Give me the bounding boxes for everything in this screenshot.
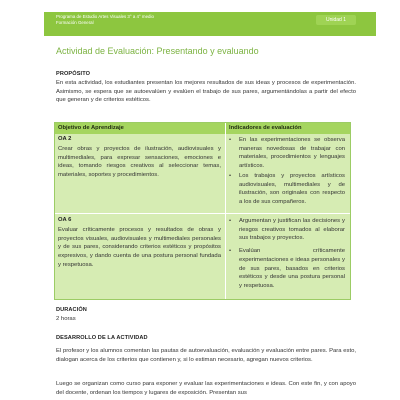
oa6-indicators (229, 217, 345, 292)
header-program-line2: Formación General (56, 20, 94, 25)
oa2-indicator-2: Los trabajos y proyectos artísticos audiovisuales, multimediales y de ilustración, son originales con respecto a los de sus compañeros. (239, 172, 345, 205)
duracion-text: 2 horas (56, 316, 76, 322)
list-item: • Los trabajos y proyectos artísticos audiovisuales, multimediales y de ilustración, son originales con respecto a los de sus compañeros. (229, 172, 345, 205)
oa2-text: Crear obras y proyectos de ilustración, audiovisuales y multimediales, para expresar sensaciones, emociones e ideas, tomando riesgos creativos al seleccionar temas, materiales, soportes y procedimientos. (58, 146, 221, 179)
table-row-divider (55, 213, 350, 214)
desarrollo-paragraph-2: Luego se organizan como curso para exponer y evaluar las experimentaciones e ideas. Con este fin, y con apoyo del docente, ordenan los tiempos y lugares de exposición. Presentan sus (56, 381, 356, 396)
table-column-divider (225, 123, 226, 299)
evaluation-table (54, 122, 351, 300)
oa6-text: Evaluar críticamente procesos y resultados de obras y proyectos visuales, audiovisuales y multimediales personales y de sus pares, considerando criterios estéticos y propósitos expresivos, y dando cuenta de una postura personal fundada y respetuosa. (58, 227, 221, 268)
oa6-code: OA 6 (58, 217, 72, 223)
oa6-indicator-2: Evalúan críticamente experimentaciones e ideas personales y de sus pares, basados en criterios estéticos y desde una postura personal y respetuosa. (239, 248, 345, 289)
duracion-heading: DURACIÓN (56, 307, 87, 313)
oa6-indicator-1: Argumentan y justifican las decisiones y riesgos creativos tomados al elaborar sus trabajos y proyectos. (239, 218, 345, 242)
header-program (56, 14, 154, 26)
list-item: • En las experimentaciones se observa maneras novedosas de trabajar con materiales, procedimientos y lenguajes artísticos. (229, 137, 345, 170)
page-header (0, 0, 400, 44)
oa2-indicator-1: En las experimentaciones se observa maneras novedosas de trabajar con materiales, procedimientos y lenguajes artísticos. (239, 137, 345, 170)
proposito-text: En esta actividad, los estudiantes presentan los mejores resultados de sus ideas y procesos de experimentación. Asimismo, se espera que se autoevalúen y evalúen el trabajo de sus pares, argumentándolas a partir del efecto que generan y de criterios estéticos. (56, 80, 356, 104)
desarrollo-paragraph-1: El profesor y los alumnos comentan las pautas de autoevaluación, evaluación y evaluación entre pares. Para esto, dialogan acerca de los criterios que contienen y, si lo estiman necesario, agregan nuevos criterios. (56, 348, 356, 363)
list-item: • Argumentan y justifican las decisiones y riesgos creativos tomados al elaborar sus trabajos y proyectos. (229, 218, 345, 242)
table-header-indicadores: Indicadores de evaluación (229, 125, 302, 131)
list-item: • Evalúan críticamente experimentaciones e ideas personales y de sus pares, basados en criterios estéticos y desde una postura personal y respetuosa. (229, 248, 345, 289)
oa2-indicators (229, 136, 345, 208)
unit-badge: Unidad 1 (316, 15, 356, 25)
document-title: Actividad de Evaluación: Presentando y evaluando (56, 46, 259, 56)
table-header-objetivo: Objetivo de Aprendizaje (58, 125, 124, 131)
oa2-code: OA 2 (58, 136, 72, 142)
proposito-heading: PROPÓSITO (56, 71, 91, 77)
desarrollo-heading: DESARROLLO DE LA ACTIVIDAD (56, 335, 148, 341)
header-program-line1: Programa de Estudio Artes Visuales 3° a 4° medio (56, 14, 154, 19)
